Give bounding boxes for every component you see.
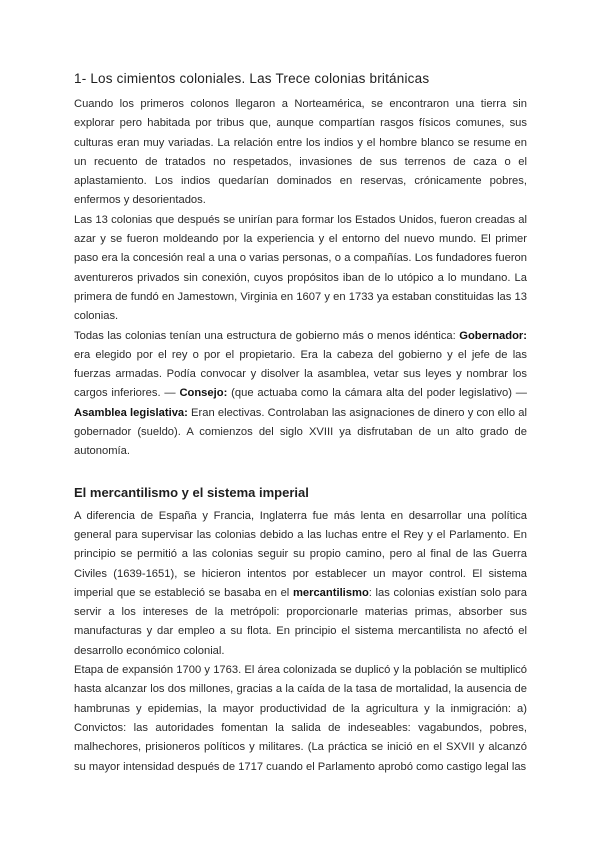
section1-paragraph-1: Cuando los primeros colonos llegaron a Norteamérica, se encontraron una tierra sin explorar pero habitada por tribus que, aunque compartían rasgos físicos comunes, sus culturas eran muy variadas. La relación entre los indios y el hombre blanco se resume en un recuento de tratados no respetados, invasiones de sus terrenos de caza o el aplastamiento. Los indios quedarían dominados en reservas, crónicamente pobres, enfermos y desorientados.	[74, 98, 527, 207]
paragraph-text: (que actuaba como la cámara alta del poder legislativo) —	[227, 387, 527, 400]
paragraph-text: era elegido por el rey o por el propietario. Era la cabeza del gobierno y el jefe de las fuerzas armadas. Podía convocar y disolver la asamblea, vetar sus leyes y nombrar los cargos inferiores. —	[74, 348, 527, 400]
section2-paragraph-1	[74, 507, 527, 661]
section1-paragraph-3	[74, 327, 527, 462]
section2-paragraph-2: Etapa de expansión 1700 y 1763. El área colonizada se duplicó y la población se multiplicó hasta alcanzar los dos millones, gracias a la caída de la tasa de mortalidad, la ausencia de hambrunas y epidemias, la mayor productividad de la agricultura y la inmigración: a) Convictos: las autoridades fomentan la salida de indeseables: vagabundos, pobres, malhechores, prisioneros políticos y militares. (La práctica se inició en el SXVII y alcanzó su mayor intensidad después de 1717 cuando el Parlamento aprobó como castigo legal las	[74, 664, 527, 773]
paragraph-text: : las colonias existían solo para servir a los intereses de la metrópoli: proporcionarle materias primas, absorber sus manufacturas y dar empleo a su flota. En principio el sistema mercantilista no afectó el desarrollo económico colonial.	[74, 586, 527, 657]
document-page	[74, 70, 527, 777]
bold-term-gobernador: Gobernador:	[459, 329, 527, 342]
bold-term-consejo: Consejo:	[179, 387, 228, 400]
section1-title: 1- Los cimientos coloniales. Las Trece colonias británicas	[74, 71, 430, 86]
bold-term-mercantilismo: mercantilismo	[292, 586, 369, 599]
paragraph-text: Todas las colonias tenían una estructura de gobierno más o menos idéntica:	[74, 329, 460, 342]
section2-title: El mercantilismo y el sistema imperial	[74, 484, 309, 500]
bold-term-asamblea: Asamblea legislativa:	[74, 406, 188, 419]
paragraph-text: A diferencia de España y Francia, Inglaterra fue más lenta en desarrollar una política general para supervisar las colonias debido a las luchas entre el Rey y el Parlamento. En principio se permitió a las colonias seguir su propio camino, pero al final de las Guerra Civiles (1639-1651), se hicieron intentos por establecer un mayor control. El sistema imperial que se estableció se basaba en el	[74, 509, 527, 599]
paragraph-text: Eran electivas. Controlaban las asignaciones de dinero y con ello al gobernador (sueldo). A comienzos del siglo XVIII ya disfrutaban de un alto grado de autonomía.	[74, 406, 527, 458]
section1-paragraph-2: Las 13 colonias que después se unirían para formar los Estados Unidos, fueron creadas al azar y se fueron moldeando por la experiencia y el entorno del nuevo mundo. El primer paso era la concesión real a una o varias personas, o a compañías. Los fundadores fueron aventureros privados sin conexión, cuyos propósitos iban de lo utópico a lo mundano. La primera de fundó en Jamestown, Virginia en 1607 y en 1733 ya estaban constituidas las 13 colonias.	[74, 213, 527, 323]
